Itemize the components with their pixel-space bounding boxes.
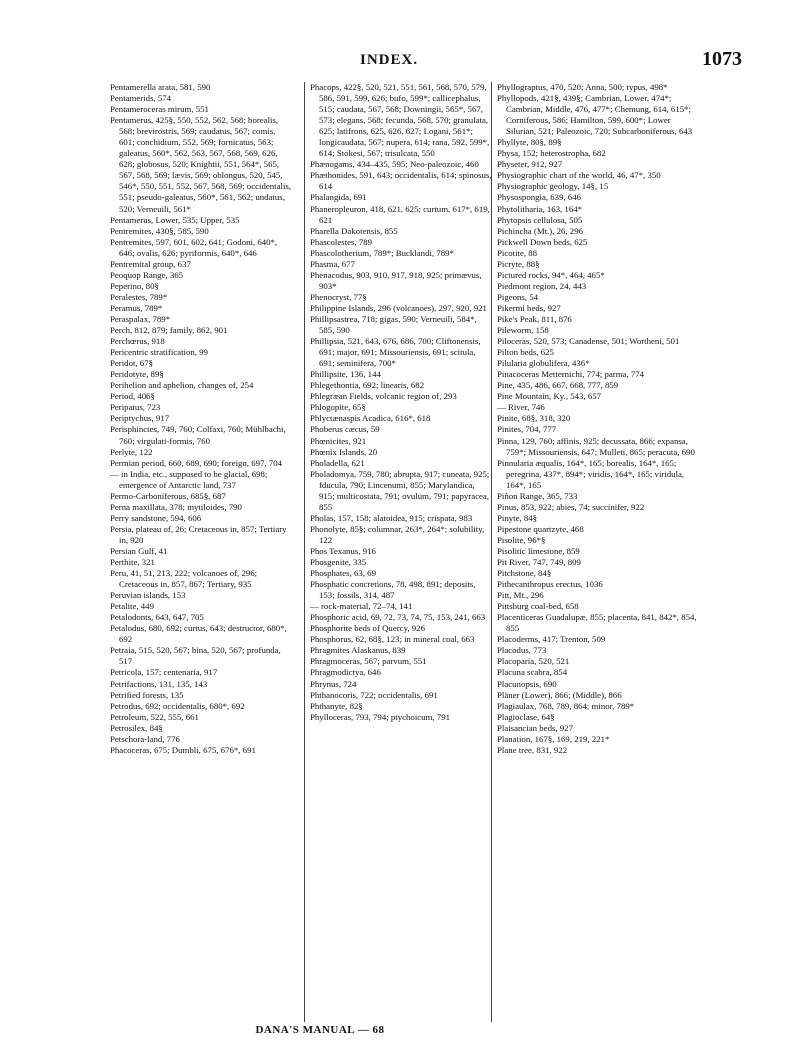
index-entry: Piloceras, 520, 573; Canadense, 501; Wortheni, 501: [497, 336, 680, 347]
index-entry: Pine Mountain, Ky., 543, 657: [497, 391, 602, 402]
index-entry: Phœnix Islands, 20: [310, 446, 378, 457]
index-entry: Perchœrus, 918: [110, 336, 165, 347]
index-entry: Pentamerella arata, 581, 590: [110, 82, 211, 92]
index-entry: Petalodonts, 643, 647, 705: [110, 612, 204, 623]
index-entry: Phascolotherium, 789*; Bucklandi, 789*: [310, 247, 454, 258]
index-entry: Pikermi beds, 927: [497, 302, 561, 313]
index-entry: Phalangida, 691: [310, 192, 367, 203]
index-entry: Period, 406§: [110, 391, 155, 402]
index-entry: Placuna scabra, 854: [497, 667, 568, 678]
index-entry: Phlegræan Fields, volcanic region of, 293: [310, 391, 457, 402]
index-entry: Periptychus, 917: [110, 413, 170, 424]
index-entry: Phlyctænaspis Acadica, 616*, 618: [310, 413, 431, 424]
index-entry: Pisolite, 96*§: [497, 534, 546, 545]
index-entry: Placunopsis, 690: [497, 678, 557, 689]
index-entry: Pigeons, 54: [497, 291, 539, 302]
index-entry: Picryte, 88§: [497, 258, 540, 269]
index-entry: Phos Texanus, 916: [310, 545, 376, 556]
index-entry: Pentamerids, 574: [110, 93, 172, 104]
index-entry: Pinites, 704, 777: [497, 424, 557, 435]
index-entry: Phillipsite, 136, 144: [310, 369, 381, 380]
index-entry: Pithecanthropus erectus, 1036: [497, 579, 603, 590]
index-entry: Phrynus, 724: [310, 678, 357, 689]
index-entry: Peperino, 80§: [110, 280, 159, 291]
index-entry: Pläner (Lower), 866; (Middle), 866: [497, 689, 622, 700]
index-entry: Phragmoceras, 567; parvum, 551: [310, 656, 427, 667]
page-footer: DANA'S MANUAL — 68: [255, 1024, 385, 1036]
index-entry: Phyllopods, 421§, 439§; Cambrian, Lower, 474*; Cambrian, Middle, 476, 477*; Chemung, 614, 615*; Corniferous, 586; Hamilton, 599, 600*; Lower Silurian, 521; Paleozoic, 720; Subcarboniferous, 643: [497, 93, 693, 137]
index-entry: Pitchstone, 84§: [497, 568, 552, 579]
index-entry: Phæthonides, 591, 643; occidentalis, 614; spinosus, 614: [310, 170, 492, 192]
index-entry: Physeter, 912, 927: [497, 159, 563, 170]
index-entry: Phosphates, 63, 69: [310, 568, 376, 579]
index-entry: — rock-material, 72–74, 141: [310, 601, 413, 612]
index-entry: Physiographic chart of the world, 46, 47*, 350: [497, 170, 661, 181]
index-entry: Pileworm, 158: [497, 325, 549, 336]
index-entry: Perlyte, 122: [110, 446, 153, 457]
index-entry: Phosphorite beds of Quercy, 926: [310, 623, 425, 634]
index-entry: Plane tree, 831, 922: [497, 744, 568, 755]
index-entry: Pilton beds, 625: [497, 347, 554, 358]
index-entry: Pharella Dakotensis, 855: [310, 225, 398, 236]
index-entry: Phosphorus, 62, 68§, 123; in mineral coal, 663: [310, 634, 475, 645]
index-entry: Pickwell Down beds, 625: [497, 236, 588, 247]
index-entry: Placoderms, 417; Trenton, 509: [497, 634, 606, 645]
index-entry: Pentremital group, 637: [110, 258, 191, 269]
index-entry: Phaneropleuron, 418, 621, 625; curtum, 617*, 619, 621: [310, 203, 490, 225]
index-entry: Pholadella, 621: [310, 457, 365, 468]
index-entry: Phosphatic concretions, 78, 498, 891; deposits, 153; fossils, 314, 487: [310, 579, 476, 601]
index-entry: Plagioclase, 64§: [497, 711, 555, 722]
index-column-1: [110, 82, 292, 756]
index-entry: Peoquop Range, 365: [110, 269, 184, 280]
index-entry: Pitt, Mt., 296: [497, 590, 544, 601]
index-entry: Peramus, 789*: [110, 302, 163, 313]
index-entry: Perisphinctes, 749, 760; Colfaxi, 760; Mühlbachi, 760; virgulati-formis, 760: [110, 424, 286, 446]
index-entry: Petraia, 515, 520, 567; bina, 520, 567; profunda, 517: [110, 645, 281, 667]
index-entry: Pichincha (Mt.), 26, 296: [497, 225, 584, 236]
index-entry: Phacops, 422§, 520, 521, 551, 561, 568, 570, 579, 586, 591, 599, 626; bufo, 599*; callicephalus, 515; caudata, 567, 568; Downingii, 565*, 567, 573; elegans, 568; fecunda, 568, 570; granulata, 625; latifrons, 625, 626, 627; Logani, 561*; longicaudata, 567; nupera, 614; rana, 592, 599*, 614; Stokesi, 567; trisulcata, 550: [310, 82, 490, 159]
index-entry: Phragmodictya, 646: [310, 667, 381, 678]
index-entry: Perch, 812, 879; family, 862, 901: [110, 325, 228, 336]
index-entry: Phthanocoris, 722; occidentalis, 691: [310, 689, 438, 700]
index-entry: Phyllograptus, 470, 520; Anna, 500; typus, 498*: [497, 82, 668, 92]
index-entry: Pholadomya, 759, 780; abrupta, 917; cuneata, 925; fducula, 790; Lincenumi, 855; Marylandica, 915; multicostata, 791; ovulum, 791; papyracea, 855: [310, 468, 490, 512]
index-entry: Pholas, 157, 158; alatoidea, 915; crispata, 983: [310, 512, 473, 523]
index-entry: Planation, 167§, 169, 219, 221*: [497, 733, 610, 744]
index-entry: Placoparia, 520, 521: [497, 656, 570, 667]
index-entry: Pinna, 129, 760; affinis, 925; decussata, 866; expansa, 759*; Missouriensis, 647; Mulleti, 865; peracuta, 690: [497, 435, 695, 457]
index-entry: Pinacoceras Metternichi, 774; parma, 774: [497, 369, 645, 380]
index-entry: Peru, 41, 51, 213, 222; volcanoes of, 296; Cretaceous in, 857, 867; Tertiary, 935: [110, 568, 258, 590]
index-entry: Phenocryst, 77§: [310, 291, 367, 302]
index-entry: Pilularia globulifera, 436*: [497, 358, 590, 369]
index-entry: Petrifactions, 131, 135, 143: [110, 678, 208, 689]
index-entry: Pine, 435, 486, 667, 668, 777, 859: [497, 380, 619, 391]
index-entry: Pinyte, 84§: [497, 512, 538, 523]
index-entry: Phosphoric acid, 69, 72, 73, 74, 75, 153, 241, 663: [310, 612, 486, 623]
index-entry: Petalodus, 680, 692; curtus, 643; destructor, 680*, 692: [110, 623, 287, 645]
index-entry: Peripatus, 723: [110, 402, 161, 413]
index-entry: Pisolitic limestone, 859: [497, 545, 580, 556]
index-entry: Pentamerus, Lower, 535; Upper, 535: [110, 214, 240, 225]
index-entry: Phœnicites, 921: [310, 435, 367, 446]
index-entry: Pittsburg coal-bed, 658: [497, 601, 579, 612]
index-entry: Phonolyte, 85§; columnar, 263*, 264*; solubility, 122: [310, 523, 485, 545]
index-entry: Pit River, 747, 749, 809: [497, 557, 581, 568]
index-entry: — River, 746: [497, 402, 545, 413]
index-entry: Phenacodus, 903, 910, 917, 918, 925; primævus, 903*: [310, 269, 482, 291]
index-entry: Petrodus, 692; occidentalis, 680*, 692: [110, 700, 245, 711]
index-entry: Permian period, 660, 689, 690; foreign, 697, 704: [110, 457, 283, 468]
column-divider: [304, 82, 305, 1022]
index-entry: Phragmites Alaskanus, 839: [310, 645, 406, 656]
index-entry: Phytopsis cellulosa, 505: [497, 214, 583, 225]
index-entry: Peridotyte, 89§: [110, 369, 164, 380]
index-entry: Phyllyte, 80§, 89§: [497, 137, 562, 148]
index-entry: Placenticeras Guadalupæ, 855; placenta, 841, 842*, 854, 855: [497, 612, 697, 634]
index-entry: Persia, plateau of, 26; Cretaceous in, 857; Tertiary in, 920: [110, 523, 287, 545]
index-entry: Piñon Range, 365, 733: [497, 490, 578, 501]
index-entry: Peralestes, 789*: [110, 291, 168, 302]
index-entry: Pentamerus, 425§, 550, 552, 562, 568; borealis, 568; brevirostris, 569; caudatus, 567; comis, 601; conchidium, 552, 569; fornicatus, 563; galeatus, 560*, 562, 563, 567, 568, 569, 626, 628; globosus, 520; Knightii, 551, 564*, 565, 567, 568, 569; lævis, 569; oblongus, 520, 545, 546*, 550, 551, 552, 567, 568, 569; occidentalis, 551; pseudo-galeatus, 560*, 561, 562; undatus, 520; Verneuili, 561*: [110, 115, 292, 214]
index-entry: Persian Gulf, 41: [110, 545, 168, 556]
index-entry: Phillipsia, 521, 643, 676, 686, 700; Cliftonensis, 691; major, 691; Missouriensis, 691; scitula, 691; seminifera, 700*: [310, 336, 481, 369]
index-entry: Phascolestes, 789: [310, 236, 373, 247]
index-entry: Pinus, 853, 922; abies, 74; succinifer, 922: [497, 501, 645, 512]
index-entry: Pike's Peak, 811, 876: [497, 313, 572, 324]
index-entry: Peruvian islands, 153: [110, 590, 186, 601]
index-entry: Pinite, 68§, 318, 320: [497, 413, 571, 424]
index-entry: Pictured rocks, 94*, 464, 465*: [497, 269, 605, 280]
index-entry: Pentremites, 430§, 585, 590: [110, 225, 209, 236]
index-entry: Pinnularia æqualis, 164*, 165; borealis, 164*, 165; peregrina, 437*, 894*; viridis, 164*, 165; viridula, 164*, 165: [497, 457, 685, 490]
index-entry: Perihelion and aphelion, changes of, 254: [110, 380, 254, 391]
index-entry: Piedmont region, 24, 443: [497, 280, 587, 291]
running-header: INDEX.: [360, 52, 419, 68]
index-entry: Phlogopite, 65§: [310, 402, 366, 413]
index-entry: Phosgenite, 335: [310, 557, 367, 568]
index-entry: Physa, 152; heterostropha, 682: [497, 148, 606, 159]
index-entry: Peridot, 67§: [110, 358, 154, 369]
index-entry: Peraspalax, 789*: [110, 313, 171, 324]
index-entry: Phasma, 677: [310, 258, 355, 269]
index-entry: Plaisancian beds, 927: [497, 722, 573, 733]
index-entry: Petricola, 157; centenaria, 917: [110, 667, 218, 678]
index-entry: Permo-Carboniferous, 685§, 687: [110, 490, 226, 501]
index-entry: Phillipsastrea, 718; gigas, 590; Verneuili, 584*, 585, 590: [310, 313, 477, 336]
index-entry: Phoberus cæcus, 59: [310, 424, 380, 435]
index-entry: Petroleum, 522, 555, 661: [110, 711, 199, 722]
index-entry: Pentremites, 597, 601, 602, 641; Godoni, 640*, 646; ovalis, 626; pyriformis, 640*, 646: [110, 236, 278, 258]
index-entry: Picotite, 88: [497, 247, 538, 258]
index-entry: Petrified forests, 135: [110, 689, 184, 700]
index-entry: Phytolitharia, 163, 164*: [497, 203, 583, 214]
column-divider: [491, 82, 492, 1022]
index-entry: Placodus, 773: [497, 645, 547, 656]
index-column-2: [310, 82, 492, 723]
index-entry: Physospongia, 639, 646: [497, 192, 582, 203]
index-entry: Phylloceras, 793, 794; ptychoicum, 791: [310, 711, 450, 722]
index-entry: Physiographic geology, 14§, 15: [497, 181, 609, 192]
index-entry: Plagiaulax, 768, 789, 864; minor, 789*: [497, 700, 635, 711]
index-entry: Phthanyte, 82§: [310, 700, 363, 711]
index-column-3: [497, 82, 697, 756]
index-entry: Phacoceras, 675; Dumbli, 675, 676*, 691: [110, 744, 256, 755]
index-entry: Petrosilex, 84§: [110, 722, 163, 733]
index-entry: Phlegethontia, 692; linearis, 682: [310, 380, 425, 391]
index-entry: Pentameroceras mirum, 551: [110, 104, 209, 115]
index-entry: Perry sandstone, 594, 606: [110, 512, 202, 523]
index-entry: Pericentric stratification, 99: [110, 347, 208, 358]
index-entry: Pipestone quartzyte, 468: [497, 523, 584, 534]
index-entry: — in India, etc., supposed to be glacial, 698; emergence of Antarctic land, 737: [110, 468, 268, 490]
index-entry: Petschora-land, 776: [110, 733, 180, 744]
index-entry: Perthite, 321: [110, 557, 155, 568]
page-number: 1073: [702, 48, 742, 70]
index-entry: Phænogams, 434–435, 595; Neo-paleozoic, 460: [310, 159, 479, 170]
index-entry: Perna maxillata, 378; mytiloides, 790: [110, 501, 242, 512]
index-entry: Philippine Islands, 296 (volcanoes), 297, 920, 921: [310, 302, 487, 313]
index-entry: Petalite, 449: [110, 601, 154, 612]
